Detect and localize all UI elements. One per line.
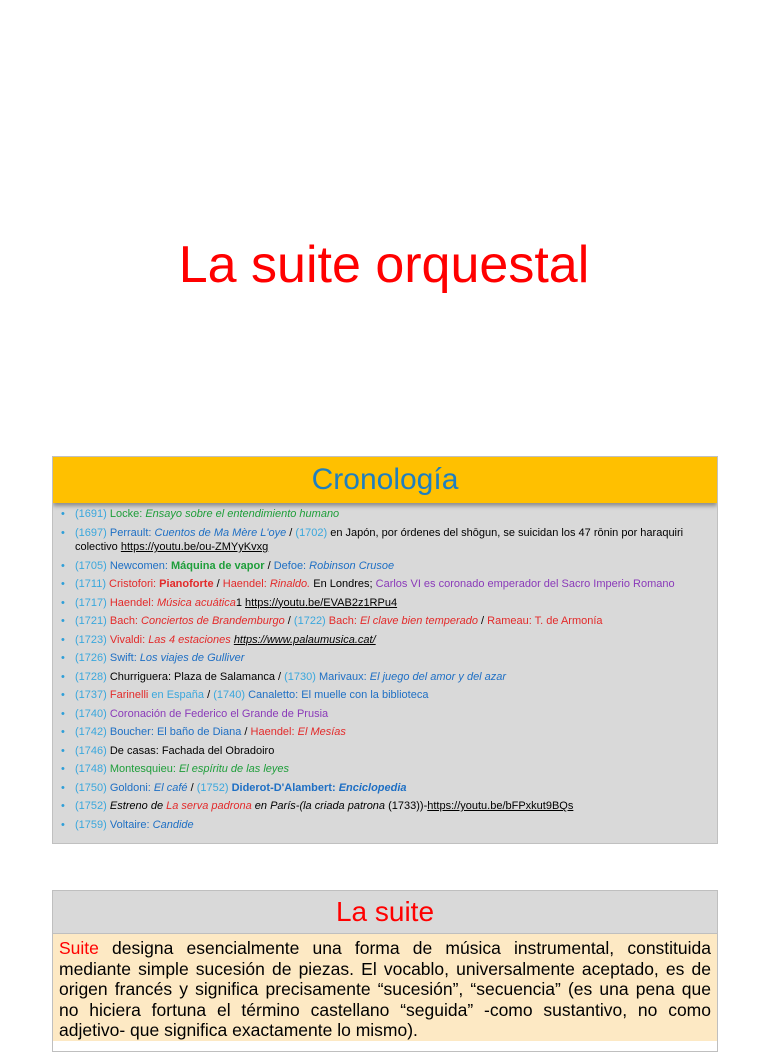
cronologia-item (61, 707, 707, 722)
cronologia-item (61, 744, 707, 759)
cronologia-text: (1740) (75, 707, 110, 720)
cronologia-text: Marivaux: (318, 670, 370, 683)
cronologia-text: (1759) (75, 818, 110, 831)
cronologia-text: / (286, 526, 296, 539)
cronologia-text: Conciertos de Brandemburgo (141, 615, 285, 627)
cronologia-text: en Japón, por órdenes del shōgun, se suicidan los 47 rōnin por haraquiri colectivo (75, 526, 684, 553)
cronologia-text: (1752) (196, 781, 232, 794)
cronologia-item (61, 651, 707, 666)
suite-keyword: Suite (59, 938, 99, 958)
cronologia-heading: Cronología (53, 457, 717, 503)
cronologia-text: en París- (251, 800, 300, 812)
cronologia-item (61, 507, 707, 522)
cronologia-text: En Londres; (310, 578, 376, 590)
page-title: La suite orquestal (178, 236, 590, 294)
cronologia-text: Bach: (109, 615, 142, 627)
cronologia-text: Carlos VI es coronado emperador del Sacro Imperio Romano (375, 578, 675, 590)
cronologia-text: (1733))- (388, 800, 428, 812)
cronologia-text: (1737) (75, 689, 110, 701)
cronologia-text: / (213, 578, 223, 590)
cronologia-item (61, 725, 707, 740)
cronologia-text: Montesquieu: (109, 763, 179, 775)
cronologia-text: El Mesías (297, 726, 346, 738)
cronologia-text: (1726) (75, 652, 110, 664)
cronologia-text: Canaletto: El muelle con la biblioteca (248, 689, 429, 701)
cronologia-panel (52, 456, 718, 844)
cronologia-text: Defoe: (273, 559, 310, 572)
cronologia-link[interactable]: https://youtu.be/bFPxkut9BQs (427, 800, 574, 812)
cronologia-text: (1697) (75, 526, 110, 539)
cronologia-text: Swift: (109, 652, 140, 664)
cronologia-text: (1711) (75, 578, 110, 590)
cronologia-item (61, 577, 707, 592)
cronologia-text: (1728) (75, 670, 110, 683)
cronologia-text: (1705) (75, 559, 110, 572)
cronologia-text: (la criada patrona (299, 800, 389, 812)
suite-panel (52, 890, 718, 1052)
cronologia-text: Voltaire: (109, 818, 153, 831)
cronologia-text: Locke: (109, 508, 146, 520)
cronologia-item (61, 614, 707, 629)
cronologia-link[interactable]: https://www.palaumusica.cat/ (233, 633, 376, 646)
cronologia-item (61, 799, 707, 814)
cronologia-text: / (284, 615, 294, 627)
cronologia-text: (1748) (75, 763, 110, 775)
cronologia-text: en España (148, 689, 205, 701)
cronologia-text: Haendel: (222, 578, 270, 590)
cronologia-text: Newcomen: (109, 559, 171, 572)
cronologia-text: (1742) (75, 726, 110, 738)
cronologia-text: Las 4 estaciones (148, 633, 231, 646)
cronologia-text: / (241, 726, 251, 738)
cronologia-text: / (274, 670, 285, 683)
cronologia-text: El espíritu de las leyes (178, 763, 290, 775)
cronologia-text: 1 (235, 596, 246, 609)
cronologia-item (61, 596, 707, 611)
cronologia-text: (1702) (295, 526, 331, 539)
cronologia-item (61, 633, 707, 648)
cronologia-text: Candide (152, 818, 194, 831)
cronologia-text: Los viajes de Gulliver (139, 652, 245, 664)
suite-text: designa esencialmente una forma de música instrumental, constituida mediante simple sucesión de piezas. El vocablo, universalmente aceptado, es de origen francés y significa precisamente “sucesión”, “secuencia” (es una pena que no hiciera fortuna el término castellano “seguida” -como sustantivo, no como adjetivo- que significa exactamente lo mismo). (59, 938, 711, 1040)
cronologia-text: Goldoni: (109, 781, 154, 794)
cronologia-text: Máquina de vapor (171, 559, 265, 572)
cronologia-list (53, 503, 717, 832)
cronologia-text: Ensayo sobre el entendimiento humano (145, 508, 340, 520)
cronologia-text: Cuentos de Ma Mère L'oye (154, 526, 287, 539)
cronologia-text: (1730) (284, 670, 319, 683)
cronologia-item (61, 526, 707, 555)
cronologia-item (61, 781, 707, 796)
cronologia-text: Pianoforte (159, 578, 214, 590)
cronologia-item (61, 688, 707, 703)
cronologia-text: (1723) (75, 633, 110, 646)
cronologia-text: Diderot-D'Alambert: (231, 781, 339, 794)
cronologia-item (61, 559, 707, 574)
cronologia-text: / (477, 615, 488, 627)
cronologia-text: Música acuática (156, 596, 236, 609)
cronologia-text: Cristofori: (109, 578, 160, 590)
suite-heading: La suite (53, 891, 717, 934)
cronologia-text: Coronación de Federico el Grande de Prusia (109, 707, 329, 720)
cronologia-text: La serva padrona (166, 800, 252, 812)
cronologia-text: Churriguera: Plaza de Salamanca (109, 670, 275, 683)
cronologia-link[interactable]: https://youtu.be/EVAB2z1RPu4 (245, 596, 398, 609)
cronologia-text: (1746) (75, 744, 110, 757)
cronologia-text: Estreno de (109, 800, 167, 812)
cronologia-text: Rinaldo. (269, 578, 311, 590)
cronologia-text: Boucher: El baño de Diana (109, 726, 242, 738)
cronologia-text: (1740) (213, 689, 249, 701)
cronologia-text: (1752) (75, 800, 110, 812)
cronologia-text: Vivaldi: (109, 633, 149, 646)
suite-paragraph (53, 934, 717, 1041)
cronologia-text: Rameau: T. de Armonía (487, 615, 603, 627)
cronologia-text: El juego del amor y del azar (369, 670, 507, 683)
cronologia-item (61, 670, 707, 685)
cronologia-link[interactable]: https://youtu.be/ou-ZMYyKvxg (120, 541, 269, 553)
cronologia-text: Farinelli (109, 689, 149, 701)
cronologia-text: (1722) (293, 615, 329, 627)
cronologia-text: (1717) (75, 596, 110, 609)
cronologia-text: Enciclopedia (338, 781, 407, 794)
cronologia-text: El clave bien temperado (359, 615, 478, 627)
cronologia-text: / (204, 689, 214, 701)
cronologia-text: El café (153, 781, 188, 794)
cronologia-item (61, 818, 707, 833)
cronologia-text: (1691) (75, 508, 110, 520)
cronologia-text: / (264, 559, 274, 572)
cronologia-text: Haendel: (109, 596, 157, 609)
cronologia-item (61, 762, 707, 777)
cronologia-text: (1750) (75, 781, 110, 794)
cronologia-text: Haendel: (250, 726, 298, 738)
cronologia-text: Bach: (328, 615, 360, 627)
cronologia-text: De casas: Fachada del Obradoiro (109, 744, 275, 757)
cronologia-text: (1721) (75, 615, 110, 627)
cronologia-text: Robinson Crusoe (309, 559, 395, 572)
cronologia-text: Perrault: (109, 526, 155, 539)
cronologia-text: / (187, 781, 197, 794)
